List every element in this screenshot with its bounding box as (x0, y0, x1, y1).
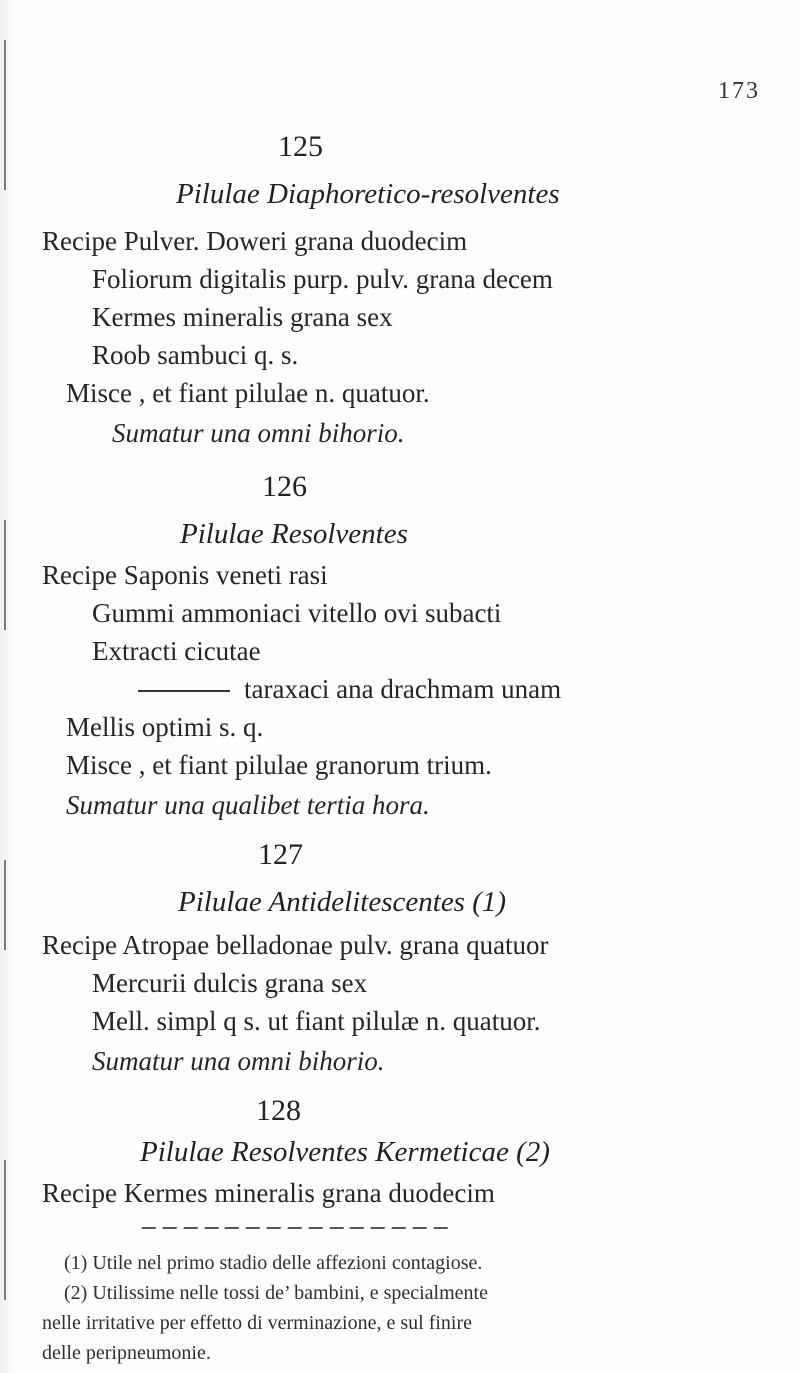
dosage-instruction: Sumatur una omni bihorio. (92, 1046, 385, 1076)
recipe-line: Kermes mineralis grana sex (92, 302, 393, 332)
recipe-number: 125 (278, 130, 323, 163)
recipe-title: Pilulae Resolventes Kermeticae (2) (140, 1136, 550, 1168)
recipe-number: 126 (262, 470, 307, 503)
recipe-line: Misce , et fiant pilulae n. quatuor. (66, 378, 430, 408)
recipe-line: Mercurii dulcis grana sex (92, 968, 368, 998)
gutter-shadow-mark (4, 40, 6, 190)
recipe-title: Pilulae Antidelitescentes (1) (178, 886, 507, 918)
footnote: (1) Utile nel primo stadio delle affezioni contagiose. (64, 1252, 483, 1274)
recipe-line: Extracti cicutae (92, 636, 261, 666)
gutter-shadow-mark (4, 1160, 6, 1300)
recipe-number: 127 (258, 838, 303, 871)
gutter-shadow-mark (4, 520, 6, 630)
ditto-dash (138, 690, 230, 692)
dosage-instruction: Sumatur una omni bihorio. (112, 418, 405, 448)
recipe-line: taraxaci ana drachmam unam (244, 674, 562, 704)
recipe-line: Foliorum digitalis purp. pulv. grana decem (92, 264, 553, 294)
recipe-line: Recipe Atropae belladonae pulv. grana quatuor (42, 930, 549, 960)
binding-gutter (0, 0, 14, 1373)
recipe-line: Roob sambuci q. s. (92, 340, 299, 370)
recipe-title: Pilulae Diaphoretico-resolventes (176, 178, 560, 210)
recipe-line: Misce , et fiant pilulae granorum trium. (66, 750, 492, 780)
recipe-line: Mellis optimi s. q. (66, 712, 264, 742)
ornamental-separator (140, 1226, 446, 1236)
recipe-line: Recipe Saponis veneti rasi (42, 560, 328, 590)
footnote: (2) Utilissime nelle tossi de’ bambini, e specialmente (64, 1282, 488, 1304)
recipe-number: 128 (256, 1094, 301, 1127)
dosage-instruction: Sumatur una qualibet tertia hora. (66, 790, 430, 820)
recipe-line: Gummi ammoniaci vitello ovi subacti (92, 598, 502, 628)
recipe-line: Recipe Pulver. Doweri grana duodecim (42, 226, 468, 256)
gutter-shadow-mark (4, 860, 6, 950)
recipe-line: Recipe Kermes mineralis grana duodecim (42, 1178, 495, 1208)
footnote: nelle irritative per effetto di verminazione, e sul finire (42, 1312, 473, 1334)
footnote: delle peripneumonie. (42, 1342, 211, 1364)
page-number: 173 (718, 78, 760, 104)
recipe-line: Mell. simpl q s. ut fiant pilulæ n. quatuor. (92, 1006, 541, 1036)
recipe-title: Pilulae Resolventes (180, 518, 408, 550)
